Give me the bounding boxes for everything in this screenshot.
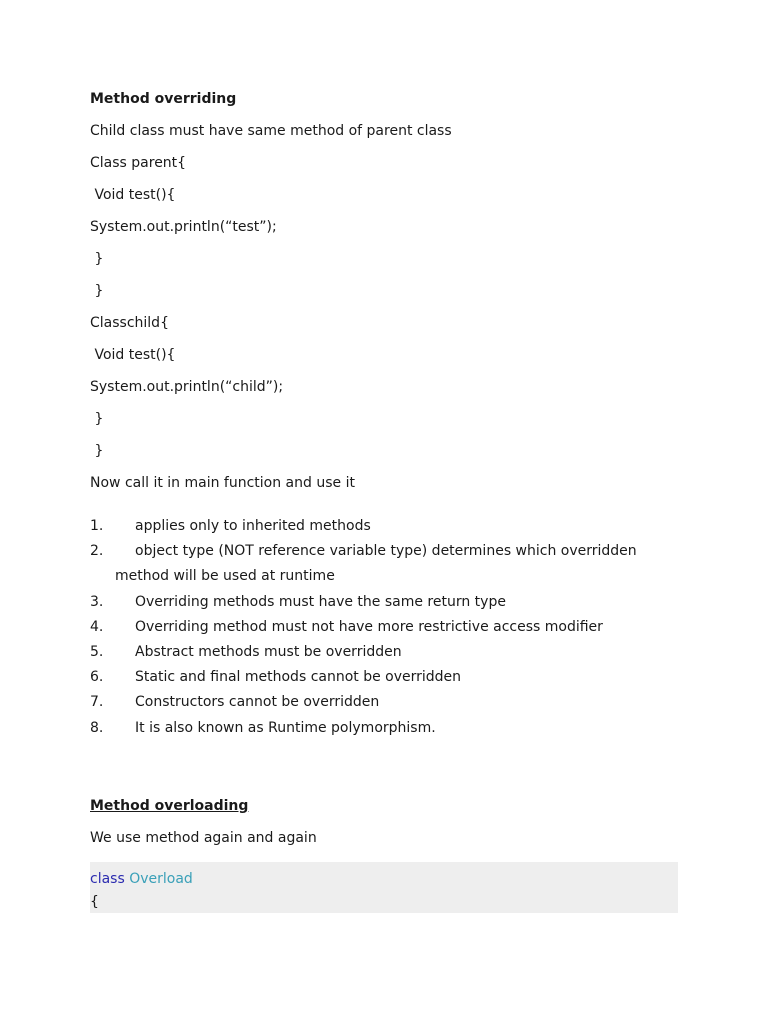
list-text-continuation: method will be used at runtime xyxy=(115,568,335,585)
list-item xyxy=(90,665,690,690)
text-line: Now call it in main function and use it xyxy=(90,475,355,491)
list-number: 3. xyxy=(90,593,104,610)
list-item xyxy=(90,514,690,539)
list-item xyxy=(90,539,690,589)
section-heading-method-overloading: Method overloading xyxy=(90,798,249,814)
list-item xyxy=(90,690,690,715)
code-line: Classchild{ xyxy=(90,315,169,331)
code-line: System.out.println(“test”); xyxy=(90,219,277,235)
code-keyword: class xyxy=(90,871,125,887)
list-number: 5. xyxy=(90,644,104,661)
code-class-name: Overload xyxy=(129,871,193,887)
list-text: It is also known as Runtime polymorphism. xyxy=(135,719,436,736)
code-line: } xyxy=(90,283,104,299)
list-text: Static and final methods cannot be overridden xyxy=(135,669,462,686)
code-line: } xyxy=(90,411,104,427)
list-item xyxy=(90,716,690,741)
list-text: Overriding method must not have more restrictive access modifier xyxy=(135,618,603,635)
code-line: Void test(){ xyxy=(90,187,176,203)
code-line: { xyxy=(90,894,99,910)
section-heading-method-overriding: Method overriding xyxy=(90,91,237,107)
list-text: Constructors cannot be overridden xyxy=(135,694,380,711)
list-text: Overriding methods must have the same return type xyxy=(135,593,506,610)
text-line: We use method again and again xyxy=(90,830,317,846)
code-block xyxy=(90,862,678,913)
text-line: Child class must have same method of parent class xyxy=(90,123,452,139)
list-number: 7. xyxy=(90,694,104,711)
list-number: 8. xyxy=(90,719,104,736)
code-line: System.out.println(“child”); xyxy=(90,379,284,395)
code-line: Class parent{ xyxy=(90,155,187,171)
list-item xyxy=(90,640,690,665)
list-number: 1. xyxy=(90,518,104,534)
code-line: } xyxy=(90,251,104,267)
code-line xyxy=(90,871,193,887)
list-number: 2. xyxy=(90,543,104,560)
list-item xyxy=(90,615,690,640)
list-number: 6. xyxy=(90,669,104,686)
override-rules-list xyxy=(90,514,690,741)
list-item xyxy=(90,590,690,615)
list-text: applies only to inherited methods xyxy=(135,518,371,534)
list-text: Abstract methods must be overridden xyxy=(135,644,402,661)
list-number: 4. xyxy=(90,618,104,635)
list-text: object type (NOT reference variable type) determines which overridden xyxy=(135,543,637,560)
code-line: Void test(){ xyxy=(90,347,176,363)
code-line: } xyxy=(90,443,104,459)
